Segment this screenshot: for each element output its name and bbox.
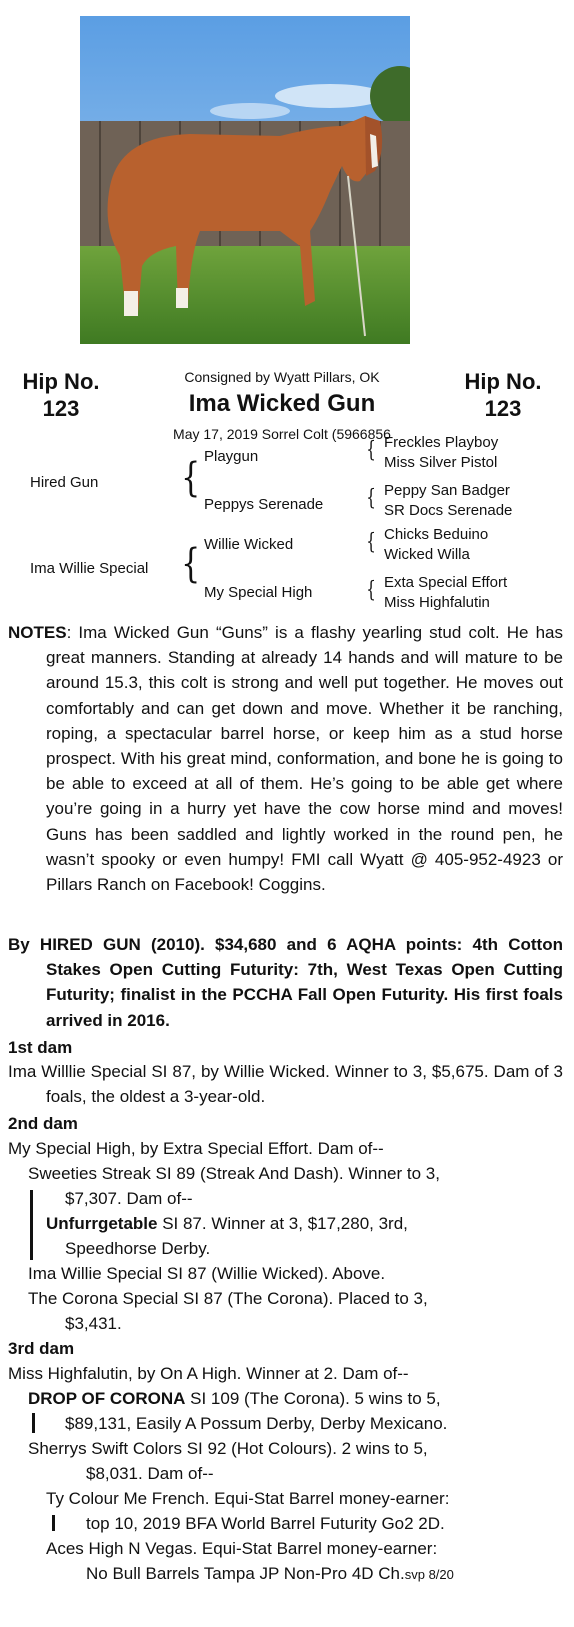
third-dam-produce — [28, 1386, 441, 1411]
footer-code: svp 8/20 — [404, 1567, 454, 1582]
hip-number: 123 — [484, 396, 522, 421]
third-dam-intro: Miss Highfalutin, by On A High. Winner at 2. Dam of-- — [8, 1364, 409, 1383]
produce-name: Unfurrgetable — [46, 1214, 158, 1233]
third-dam-grandproduce — [86, 1561, 454, 1587]
hip-number-right — [458, 368, 548, 422]
hip-number-left — [16, 368, 106, 422]
dam: Ima Willie Special — [30, 560, 149, 577]
ggp-8: Miss Highfalutin — [384, 594, 490, 611]
ggp-4: SR Docs Serenade — [384, 502, 513, 519]
ggp-3: Peppy San Badger — [384, 482, 510, 499]
third-dam-produce: $8,031. Dam of-- — [86, 1464, 214, 1483]
first-dam-heading: 1st dam — [8, 1038, 73, 1057]
foaling-info: May 17, 2019 Sorrel Colt (5966856 — [173, 426, 391, 442]
brace: { — [366, 578, 376, 603]
second-dam-produce: Sweeties Streak SI 89 (Streak And Dash). Winner to 3, — [28, 1164, 440, 1183]
ggp-6: Wicked Willa — [384, 546, 470, 563]
hip-label: Hip No. — [22, 369, 100, 394]
notes-text: : Ima Wicked Gun “Guns” is a flashy yearling stud colt. He has great manners. Standing at already 14 hands and will mature to be around 15.3, this colt is strong and well put together. He moves out comfortably and can get down and move. Whether it be ranching, roping, a spectacular barrel horse, or keep him as a stud horse prospect. With his great mind, conformation, and bone he is going to be able to exceed at all of them. He’s going to be able get where you’re going in a hurry yet have the cow horse mind and moves! Guns has been saddled and lightly worked in the round pen, he wasn’t spooky or even humpy! FMI call Wyatt @ 405-952-4923 or Pillars Ranch on Facebook! Coggins. — [46, 623, 563, 895]
consignor: Consigned by Wyatt Pillars, OK — [184, 369, 380, 385]
third-dam-produce: $89,131, Easily A Possum Derby, Derby Mexicano. — [65, 1414, 448, 1433]
second-dam-heading: 2nd dam — [8, 1114, 78, 1133]
third-dam-heading: 3rd dam — [8, 1339, 75, 1358]
brace: { — [181, 541, 201, 587]
ggp-5: Chicks Beduino — [384, 526, 489, 543]
produce-name: DROP OF CORONA — [28, 1389, 186, 1408]
third-dam-grandproduce: Aces High N Vegas. Equi-Stat Barrel money-earner: — [46, 1539, 438, 1558]
second-dam-produce: The Corona Special SI 87 (The Corona). Placed to 3, — [28, 1289, 428, 1308]
sire-dam: Peppys Serenade — [204, 496, 324, 513]
dam-sire: Willie Wicked — [204, 536, 294, 553]
sire-prefix: By — [8, 935, 40, 954]
ggp-2: Miss Silver Pistol — [384, 454, 498, 471]
third-dam-grandproduce: Ty Colour Me French. Equi-Stat Barrel money-earner: — [46, 1489, 450, 1508]
notes — [8, 620, 563, 897]
second-dam-intro: My Special High, by Extra Special Effort. Dam of-- — [8, 1139, 384, 1158]
second-dam-produce: $3,431. — [65, 1314, 122, 1333]
notes-label: NOTES — [8, 623, 67, 642]
second-dam-produce: $7,307. Dam of-- — [65, 1189, 193, 1208]
second-dam-grandproduce: Speedhorse Derby. — [65, 1239, 211, 1258]
horse-photo — [80, 16, 410, 344]
produce-text: SI 109 (The Corona). 5 wins to 5, — [185, 1389, 441, 1408]
second-dam-produce: Ima Willie Special SI 87 (Willie Wicked). Above. — [28, 1264, 386, 1283]
horse-name: Ima Wicked Gun — [188, 390, 376, 417]
sire-name: HIRED GUN — [39, 935, 141, 954]
ggp-7: Exta Special Effort — [384, 574, 508, 591]
sire-text: (2010). $34,680 and 6 AQHA points: 4th Cotton Stakes Open Cutting Futurity: 7th, West Texas Open Cutting Futurity; finalist in the PCCHA Fall Open Futurity. His first foals arrived in 2016. — [46, 935, 563, 1030]
brace: { — [366, 486, 376, 511]
produce-text: SI 87. Winner at 3, $17,280, 3rd, — [157, 1214, 408, 1233]
sire-record — [8, 932, 563, 1033]
third-dam-produce: Sherrys Swift Colors SI 92 (Hot Colours). 2 wins to 5, — [28, 1439, 428, 1458]
dam-dam: My Special High — [204, 584, 313, 601]
first-dam — [8, 1059, 563, 1109]
sire-sire: Playgun — [204, 448, 259, 465]
ggp-1: Freckles Playboy — [384, 434, 499, 451]
brace: { — [366, 530, 376, 555]
hip-number: 123 — [42, 396, 80, 421]
divider — [30, 1190, 33, 1260]
sire: Hired Gun — [30, 474, 99, 491]
third-dam-grandproduce: top 10, 2019 BFA World Barrel Futurity Go2 2D. — [86, 1514, 445, 1533]
hip-label: Hip No. — [464, 369, 542, 394]
produce-text: No Bull Barrels Tampa JP Non-Pro 4D Ch. — [86, 1564, 405, 1583]
divider — [52, 1515, 55, 1531]
brace: { — [366, 438, 376, 463]
divider — [32, 1413, 35, 1433]
brace: { — [181, 455, 201, 501]
first-dam-text: Ima Willlie Special SI 87, by Willie Wicked. Winner to 3, $5,675. Dam of 3 foals, the oldest a 3-year-old. — [8, 1062, 563, 1107]
second-dam-grandproduce — [46, 1211, 408, 1236]
